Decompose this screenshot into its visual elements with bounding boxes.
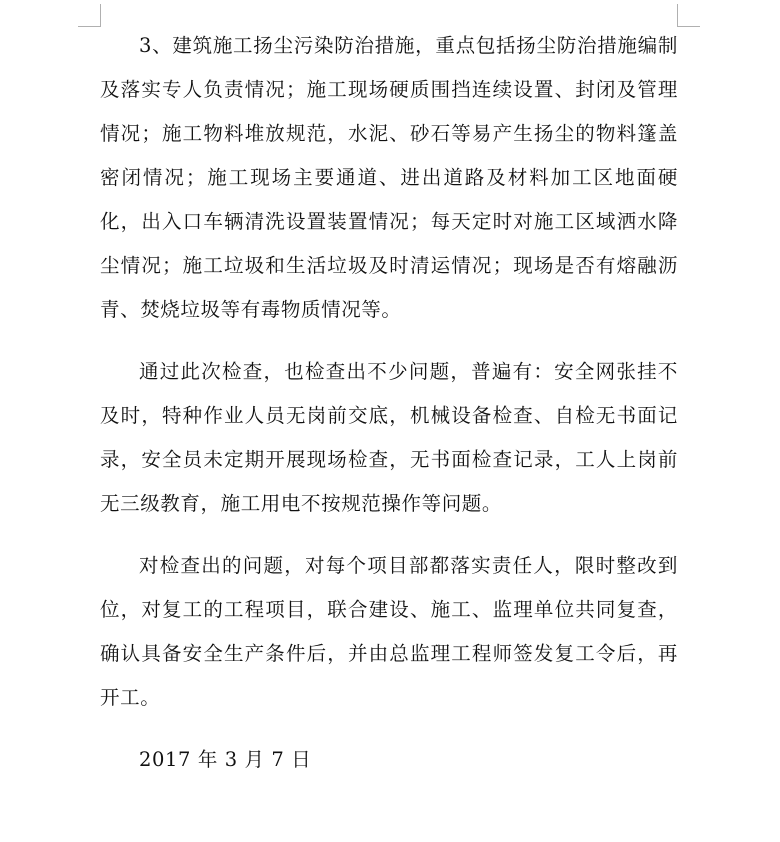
paragraph-dust-control: 3、建筑施工扬尘污染防治措施，重点包括扬尘防治措施编制及落实专人负责情况；施工现场硬质围挡连续设置、封闭及管理情况；施工物料堆放规范，水泥、砂石等易产生扬尘的物料篷盖密闭情况；施工现场主要通道、进出道路及材料加工区地面硬化，出入口车辆清洗设置装置情况；每天定时对施工区域洒水降尘情况；施工垃圾和生活垃圾及时清运情况；现场是否有熔融沥青、焚烧垃圾等有毒物质情况等。 bbox=[100, 34, 678, 321]
crop-mark-top-left bbox=[78, 4, 101, 27]
paragraph-inspection-issues: 通过此次检查，也检查出不少问题，普遍有：安全网张挂不及时，特种作业人员无岗前交底，机械设备检查、自检无书面记录，安全员未定期开展现场检查，无书面检查记录，工人上岗前无三级教育，施工用电不按规范操作等问题。 bbox=[100, 360, 678, 515]
document-body bbox=[100, 24, 678, 782]
crop-mark-top-right bbox=[677, 4, 700, 27]
document-date: 2017 年 3 月 7 日 bbox=[139, 748, 312, 771]
paragraph-rectification: 对检查出的问题，对每个项目部都落实责任人，限时整改到位，对复工的工程项目，联合建设、施工、监理单位共同复查，确认具备安全生产条件后，并由总监理工程师签发复工令后，再开工。 bbox=[100, 554, 678, 709]
